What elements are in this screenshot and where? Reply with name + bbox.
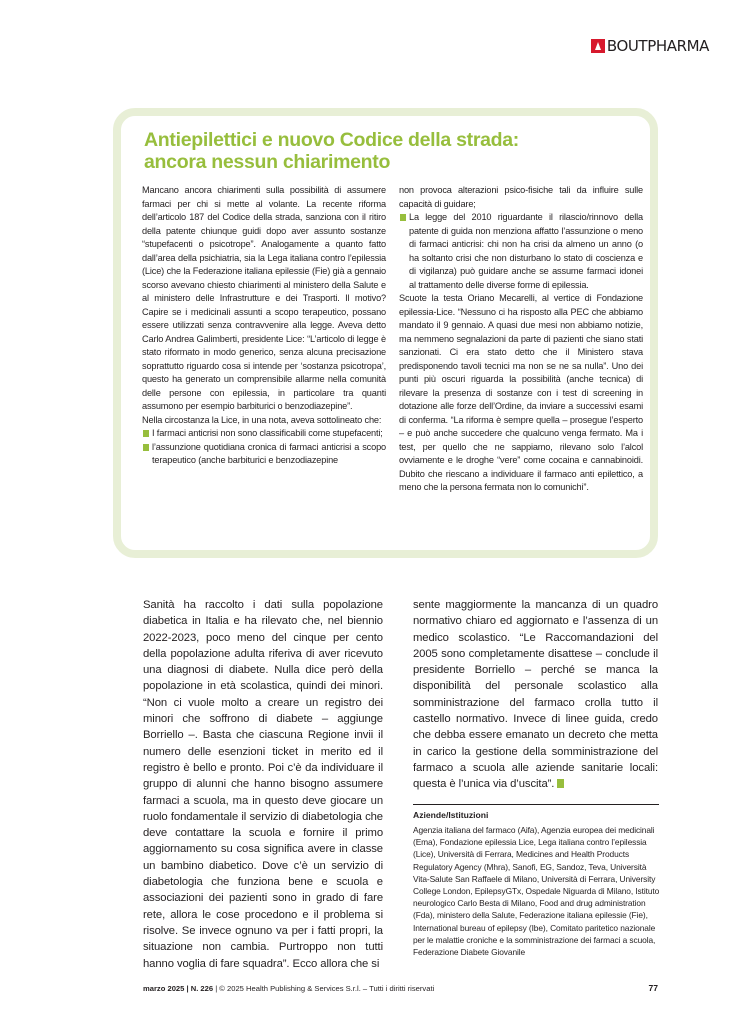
box-title bbox=[144, 129, 624, 173]
footer-issue: marzo 2025 | N. 226 bbox=[143, 984, 214, 993]
box-bullet-2-text: l’assunzione quotidiana cronica di farmaci anticrisi a scopo terapeutico (anche barbiturici e benzodiazepine bbox=[152, 441, 386, 465]
bullet-square-icon bbox=[143, 444, 149, 451]
box-bullet-1-text: I farmaci anticrisi non sono classificabili come stupefacenti; bbox=[152, 428, 383, 438]
box-column-left bbox=[142, 184, 386, 468]
article-right-paragraph bbox=[413, 597, 658, 793]
logo-a-icon bbox=[591, 39, 605, 53]
box-bullet-3-text: La legge del 2010 riguardante il rilascio/rinnovo della patente di guida non menziona affatto l’assunzione o meno di farmaci anticrisi: chi non ha crisi da almeno un anno (o ha soltanto crisi che non disturbano lo stato di coscienza e di vigilanza) può guidare anche se assume farmaci idonei al trattamento delle diverse forme di epilessia. bbox=[409, 212, 643, 290]
box-title-line1: Antiepilettici e nuovo Codice della strada: bbox=[144, 129, 520, 151]
article-left-text: Sanità ha raccolto i dati sulla popolazione diabetica in Italia e ha rilevato che, nel biennio 2022-2023, poco meno del cinque per cento della popolazione adulta riferiva di aver ricevuto una diagnosi di diabete. Nulla dice però della popolazione in età scolastica, quindi dei minori. “Non ci vuole molto a creare un registro dei minori che soffrono di diabete – aggiunge Borriello –. Basta che ciascuna Regione invii il numero delle esenzioni ticket in merito ed il registro è bello e pronto. Poi c’è da individuare il gruppo di alunni che hanno bisogno assumere farmaci a scuola, ma in questo deve giocare un ruolo fondamentale il servizio di diabetologia che deve contattare la scuola e fornire il primo aggiornamento su cosa significa avere in classe un bambino diabetico. Dove c’è un servizio di diabetologia che funziona bene e scuola e associazioni dei pazienti sono in grado di fare rete, allora le cose procedono e il problema si risolve. Se invece ognuno va per i fatti propri, la situazione non cambia. Purtroppo non tutti hanno voglia di fare squadra”. Ecco allora che si bbox=[143, 599, 383, 970]
bullet-square-icon bbox=[400, 214, 406, 221]
box-title-line2: ancora nessun chiarimento bbox=[144, 151, 391, 173]
box-bullet-1 bbox=[142, 427, 386, 441]
page-number: 77 bbox=[648, 983, 658, 993]
affiliations-text: Agenzia italiana del farmaco (Aifa), Agenzia europea dei medicinali (Ema), Fondazione epilessia Lice, Lega italiana contro l’epilessia (Lice), Università di Ferrara, Medicines and Health Products Regulatory Agency (Mhra), Sanofi, EG, Sandoz, Teva, Università Vita-Salute San Raffaele di Milano, Università di Ferrara, University College London, EpilepsyGTx, Ospedale Niguarda di Milano, Istituto neurologico Carlo Besta di Milano, Food and drug administration (Fda), ministero della Salute, Federazione italiana epilessie (Fie), International bureau of epilepsy (Ibe), Comitato paritetico nazionale per le malattie croniche e la somministrazione dei farmaci a scuola, Federazione Diabete Giovanile bbox=[413, 825, 660, 958]
box-right-body: Scuote la testa Oriano Mecarelli, al vertice di Fondazione epilessia-Lice. “Nessuno ci ha risposto alla PEC che abbiamo mandato il 9 gennaio. A quasi due mesi non abbiamo notizie, ma nemmeno segnalazioni da parte di pazienti che siano stati sanzionati. Ci era stato detto che il Ministero stava predisponendo tavoli tecnici ma non se ne sa nulla”. Uno dei punti più oscuri riguarda la possibilità (anche tecnica) di rilevare la presenza di sostanze con i test di screening in dotazione alle forze dell’Ordine, da inviare a successivi esami di conferma. “La riforma è sempre quella – prosegue l’esperto – e può anche succedere che qualcuno venga fermato. Ma i test, per quello che ne sappiamo, rilevano solo l’alcol ovviamente e le droghe “vere” come cocaina e cannabinoidi. Dubito che riescano a individuare il farmaco anti epilettico, a meno che la persona fermata non lo comunichi”. bbox=[399, 293, 643, 492]
box-note: Nella circostanza la Lice, in una nota, aveva sottolineato che: bbox=[142, 414, 382, 425]
article-column-right bbox=[413, 597, 658, 793]
box-intro: Mancano ancora chiarimenti sulla possibilità di assumere farmaci per chi si mette al volante. La recente riforma dell’articolo 187 del Codice della strada, sanziona con il ritiro della patente chiunque guidi dopo aver assunto sostanze “stupefacenti o psicotrope”. Analogamente a quanto fatto dall’area della psichiatria, sia la Lega italiana contro l’epilessia (Lice) che la Federazione italiana epilessie (Fie) già a gennaio scorso avevano chiesto chiarimenti al ministero della Salute e al ministero delle Infrastrutture e dei Trasporti. Il motivo? Capire se i medicinali assunti a scopo terapeutico, possano essere utilizzati senza contravvenire alla legge. Aveva detto Carlo Andrea Galimberti, presidente Lice: “L’articolo di legge è stato riformato in modo generico, senza alcuna precisazione soprattutto riguardo cosa si intende per ‘sostanza psicotropa’, questo ha generato un comprensibile allarme nella comunità delle persone con epilessia, in particolare tra quanti assumono per esempio barbiturici o benzodiazepine”. bbox=[142, 185, 386, 411]
brand-logo bbox=[591, 37, 709, 55]
article-column-left bbox=[143, 597, 383, 972]
bullet-square-icon bbox=[143, 430, 149, 437]
box-bullet-2 bbox=[142, 441, 386, 468]
box-bullet-3 bbox=[399, 211, 643, 292]
box-bullet-2-continued: non provoca alterazioni psico-fisiche tali da influire sulle capacità di guidare; bbox=[399, 185, 643, 209]
affiliations-heading: Aziende/Istituzioni bbox=[413, 810, 489, 820]
footer-credits bbox=[143, 984, 434, 993]
logo-text: BOUTPHARMA bbox=[606, 37, 709, 55]
affiliations-divider bbox=[413, 804, 659, 805]
article-right-text: sente maggiormente la mancanza di un quadro normativo chiaro ed aggiornato e l’assenza di un medico scolastico. “Le Raccomandazioni del 2005 sono completamente disattese – conclude il presidente Borriello – perché se manca la disponibilità del personale scolastico alla somministrazione del farmaco crolla tutto il castello normativo. Invece di linee guida, credo che debba essere emanato un decreto che metta in carico la gestione della somministrazione del farmaco a scuola alle aziende sanitarie locali: questa è l’unica via d’uscita”. bbox=[413, 599, 658, 791]
footer-copyright: | © 2025 Health Publishing & Services S.r.l. – Tutti i diritti riservati bbox=[215, 984, 435, 993]
box-column-right bbox=[399, 184, 643, 495]
end-mark-icon bbox=[557, 779, 564, 788]
